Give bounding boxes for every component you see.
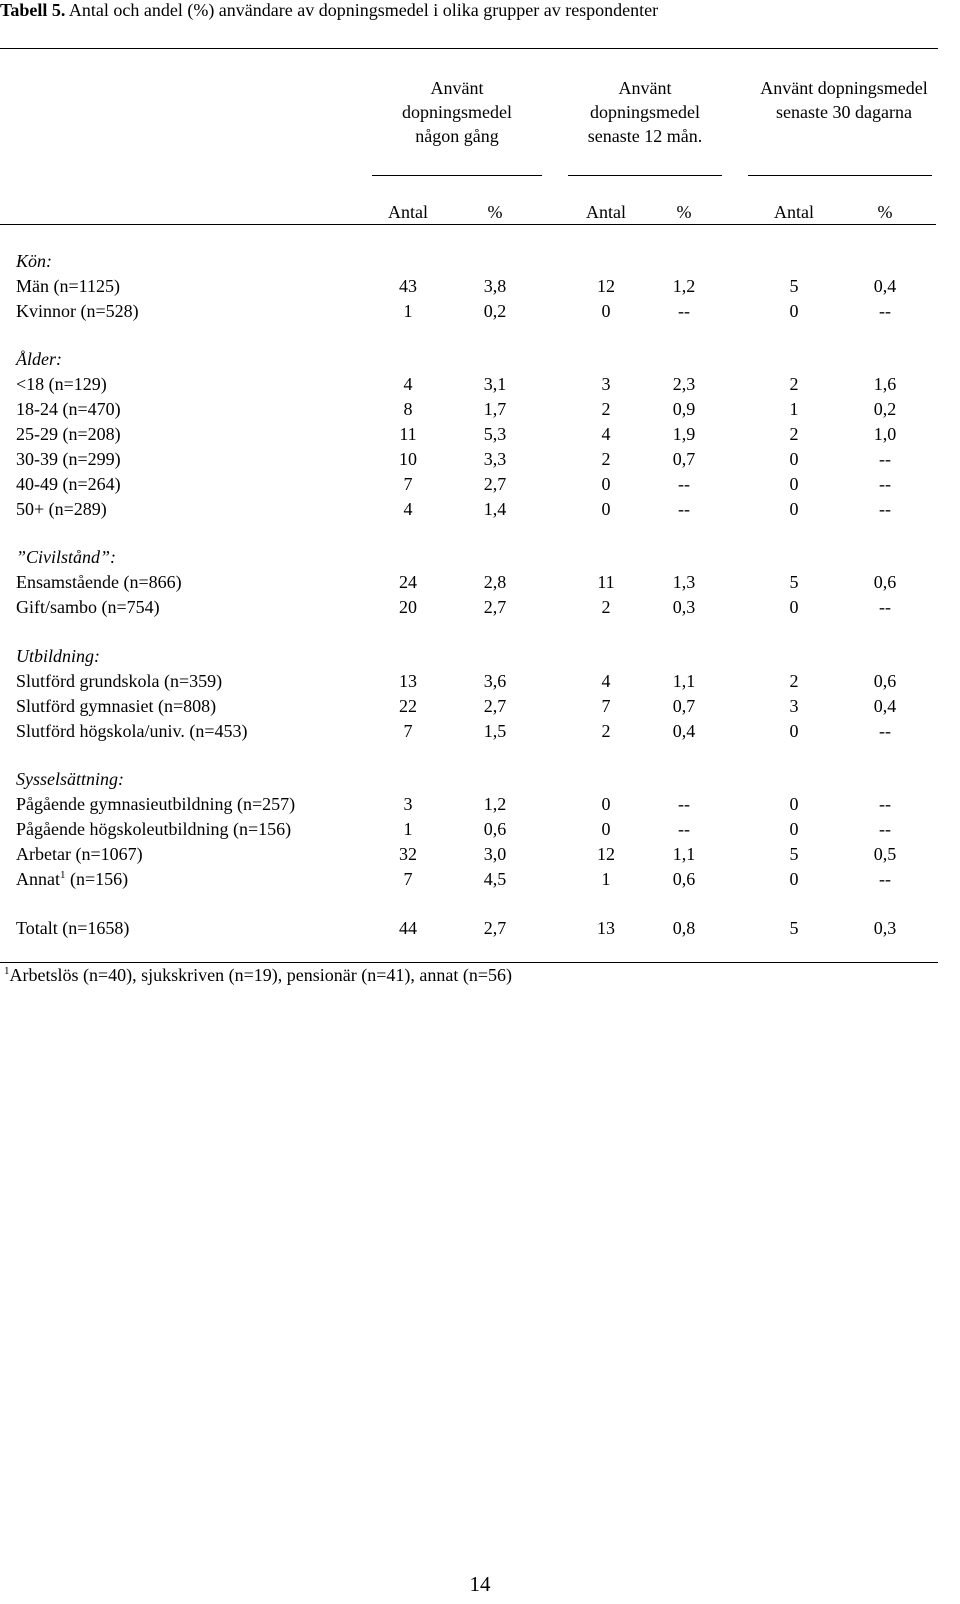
- cell-antal-30d: 1: [789, 399, 799, 419]
- cell-antal-30d: 0: [789, 474, 799, 494]
- row-label: Kvinnor (n=528): [16, 301, 139, 321]
- cell-percent-30d: --: [879, 301, 891, 321]
- cell-antal-30d: 0: [789, 869, 799, 889]
- subheader-antal-3: Antal: [774, 202, 814, 222]
- cell-percent-12m: 0,7: [672, 696, 696, 716]
- row-label: Slutförd högskola/univ. (n=453): [16, 721, 248, 741]
- cell-antal-ever: 11: [399, 424, 417, 444]
- cell-antal-30d: 0: [789, 449, 799, 469]
- cell-percent-ever: 2,7: [483, 696, 507, 716]
- cell-percent-30d: --: [879, 499, 891, 519]
- group-heading-sysselsattning: [0, 767, 960, 792]
- page-number: 14: [469, 1572, 491, 1596]
- cell-percent-ever: 2,8: [483, 572, 507, 592]
- column-header-30-days: Använt dopningsmedel senaste 30 dagarna: [760, 78, 928, 122]
- cell-percent-ever: 4,5: [483, 869, 507, 889]
- cell-percent-ever: 1,7: [483, 399, 507, 419]
- cell-percent-ever: 1,2: [483, 794, 507, 814]
- cell-percent-12m: --: [678, 794, 690, 814]
- cell-antal-ever: 8: [403, 399, 413, 419]
- cell-antal-ever: 7: [403, 474, 413, 494]
- cell-percent-30d: --: [879, 474, 891, 494]
- cell-antal-ever: 13: [399, 671, 417, 691]
- cell-percent-12m: --: [678, 474, 690, 494]
- row-label: 40-49 (n=264): [16, 474, 121, 494]
- cell-percent-ever: 1,5: [483, 721, 507, 741]
- cell-percent-ever: 2,7: [483, 918, 507, 938]
- row-label: Män (n=1125): [16, 276, 120, 296]
- cell-percent-30d: 0,4: [873, 276, 897, 296]
- table-row: [0, 669, 960, 694]
- table-row: [0, 570, 960, 595]
- table-title: [0, 0, 658, 21]
- cell-antal-30d: 2: [789, 671, 799, 691]
- cell-antal-ever: 1: [403, 301, 413, 321]
- row-label: Gift/sambo (n=754): [16, 597, 160, 617]
- cell-antal-30d: 5: [789, 844, 799, 864]
- column-header-ever-underline: [372, 175, 542, 176]
- cell-antal-30d: 5: [789, 572, 799, 592]
- table-row: [0, 299, 960, 324]
- row-label: 25-29 (n=208): [16, 424, 121, 444]
- column-header-12-months: Använt dopningsmedel senaste 12 mån.: [587, 78, 703, 146]
- cell-antal-30d: 3: [789, 696, 799, 716]
- cell-percent-30d: 1,6: [873, 374, 897, 394]
- cell-percent-30d: --: [879, 819, 891, 839]
- cell-antal-12m: 0: [601, 794, 611, 814]
- group-heading-alder: [0, 347, 960, 372]
- table-row: [0, 842, 960, 867]
- cell-percent-12m: --: [678, 819, 690, 839]
- row-label: Pågående gymnasieutbildning (n=257): [16, 794, 296, 814]
- cell-percent-ever: 5,3: [483, 424, 507, 444]
- cell-antal-ever: 32: [399, 844, 417, 864]
- cell-antal-30d: 0: [789, 794, 799, 814]
- cell-percent-30d: 0,3: [873, 918, 897, 938]
- cell-percent-30d: 0,6: [873, 572, 897, 592]
- row-label: Pågående högskoleutbildning (n=156): [16, 819, 292, 839]
- cell-antal-12m: 1: [601, 869, 611, 889]
- cell-percent-12m: --: [678, 499, 690, 519]
- subheader-percent-2: %: [676, 202, 692, 222]
- row-label-text: Annat: [16, 869, 60, 889]
- cell-antal-ever: 4: [403, 374, 413, 394]
- group-heading-label: ”Civilstånd”:: [16, 547, 117, 567]
- group-heading-label: Ålder:: [16, 349, 62, 369]
- cell-percent-12m: 0,4: [672, 721, 696, 741]
- footnote: [4, 965, 512, 986]
- cell-antal-12m: 0: [601, 301, 611, 321]
- cell-antal-12m: 0: [601, 474, 611, 494]
- row-label: [16, 867, 128, 892]
- cell-antal-30d: 5: [789, 276, 799, 296]
- column-header-12-months-underline: [568, 175, 722, 176]
- table-row: [0, 472, 960, 497]
- group-heading-label: Utbildning:: [16, 646, 100, 666]
- cell-antal-12m: 0: [601, 499, 611, 519]
- cell-antal-ever: 44: [399, 918, 417, 938]
- total-row: [0, 916, 960, 941]
- cell-percent-30d: 0,4: [873, 696, 897, 716]
- cell-percent-12m: 1,3: [672, 572, 696, 592]
- cell-antal-12m: 2: [601, 721, 611, 741]
- table-row: [0, 422, 960, 447]
- table-row: [0, 447, 960, 472]
- top-rule: [0, 48, 938, 49]
- table-row: [0, 372, 960, 397]
- table-row: [0, 817, 960, 842]
- table-title-text: Antal och andel (%) användare av dopningsmedel i olika grupper av respondenter: [65, 0, 659, 20]
- cell-antal-30d: 5: [789, 918, 799, 938]
- cell-percent-12m: 0,7: [672, 449, 696, 469]
- row-label: <18 (n=129): [16, 374, 107, 394]
- group-heading-kon: [0, 249, 960, 274]
- cell-percent-30d: --: [879, 449, 891, 469]
- group-heading-utbildning: [0, 644, 960, 669]
- cell-percent-12m: --: [678, 301, 690, 321]
- cell-antal-30d: 0: [789, 597, 799, 617]
- cell-antal-ever: 10: [399, 449, 417, 469]
- cell-antal-ever: 7: [403, 721, 413, 741]
- cell-antal-30d: 2: [789, 424, 799, 444]
- cell-antal-ever: 7: [403, 869, 413, 889]
- cell-antal-30d: 0: [789, 499, 799, 519]
- cell-percent-12m: 0,8: [672, 918, 696, 938]
- footnote-marker: 1: [60, 869, 66, 881]
- cell-percent-ever: 3,1: [483, 374, 507, 394]
- bottom-rule: [0, 962, 938, 963]
- footnote-text: Arbetslös (n=40), sjukskriven (n=19), pensionär (n=41), annat (n=56): [9, 965, 513, 985]
- row-label: Slutförd grundskola (n=359): [16, 671, 223, 691]
- row-label-rest: (n=156): [65, 869, 129, 889]
- table-row: [0, 595, 960, 620]
- row-label: 18-24 (n=470): [16, 399, 121, 419]
- cell-percent-ever: 3,3: [483, 449, 507, 469]
- table-row: [0, 397, 960, 422]
- column-header-30-days-underline: [748, 175, 932, 176]
- cell-antal-ever: 22: [399, 696, 417, 716]
- cell-percent-ever: 1,4: [483, 499, 507, 519]
- cell-percent-ever: 3,6: [483, 671, 507, 691]
- cell-antal-30d: 0: [789, 819, 799, 839]
- cell-antal-12m: 11: [597, 572, 615, 592]
- cell-percent-30d: 1,0: [873, 424, 897, 444]
- row-label: Arbetar (n=1067): [16, 844, 143, 864]
- cell-antal-12m: 0: [601, 819, 611, 839]
- cell-antal-12m: 2: [601, 449, 611, 469]
- row-label: Ensamstående (n=866): [16, 572, 182, 592]
- cell-percent-12m: 1,1: [672, 844, 696, 864]
- cell-percent-12m: 0,6: [672, 869, 696, 889]
- subheader-percent-1: %: [487, 202, 503, 222]
- footnote-marker: 1: [4, 965, 10, 977]
- subheader-antal-1: Antal: [388, 202, 428, 222]
- cell-percent-30d: --: [879, 794, 891, 814]
- group-heading-label: Kön:: [16, 251, 52, 271]
- cell-antal-30d: 0: [789, 301, 799, 321]
- subheader-percent-3: %: [877, 202, 893, 222]
- row-label: 50+ (n=289): [16, 499, 107, 519]
- cell-antal-ever: 4: [403, 499, 413, 519]
- cell-percent-ever: 3,0: [483, 844, 507, 864]
- cell-percent-ever: 0,6: [483, 819, 507, 839]
- cell-antal-ever: 43: [399, 276, 417, 296]
- row-label: Slutförd gymnasiet (n=808): [16, 696, 217, 716]
- subheader-antal-2: Antal: [586, 202, 626, 222]
- cell-antal-12m: 4: [601, 424, 611, 444]
- cell-percent-12m: 1,1: [672, 671, 696, 691]
- cell-percent-30d: --: [879, 869, 891, 889]
- cell-percent-30d: 0,6: [873, 671, 897, 691]
- table-row: [0, 274, 960, 299]
- cell-percent-12m: 0,9: [672, 399, 696, 419]
- table-row: [0, 792, 960, 817]
- cell-percent-30d: --: [879, 721, 891, 741]
- table-row: [0, 497, 960, 522]
- group-heading-civilstand: [0, 545, 960, 570]
- cell-antal-12m: 13: [597, 918, 615, 938]
- cell-percent-ever: 2,7: [483, 597, 507, 617]
- group-heading-label: Sysselsättning:: [16, 769, 124, 789]
- row-label: Totalt (n=1658): [16, 918, 130, 938]
- cell-antal-ever: 24: [399, 572, 417, 592]
- cell-percent-ever: 0,2: [483, 301, 507, 321]
- cell-antal-ever: 20: [399, 597, 417, 617]
- cell-antal-12m: 2: [601, 399, 611, 419]
- cell-percent-ever: 2,7: [483, 474, 507, 494]
- cell-percent-30d: 0,5: [873, 844, 897, 864]
- table-row: [0, 867, 960, 892]
- column-header-ever: Använt dopningsmedel någon gång: [402, 78, 512, 146]
- cell-antal-12m: 12: [597, 276, 615, 296]
- cell-antal-30d: 0: [789, 721, 799, 741]
- cell-antal-ever: 1: [403, 819, 413, 839]
- cell-percent-30d: 0,2: [873, 399, 897, 419]
- cell-antal-12m: 4: [601, 671, 611, 691]
- table-row: [0, 694, 960, 719]
- cell-percent-12m: 0,3: [672, 597, 696, 617]
- cell-antal-12m: 12: [597, 844, 615, 864]
- cell-antal-ever: 3: [403, 794, 413, 814]
- cell-antal-12m: 7: [601, 696, 611, 716]
- cell-percent-12m: 1,2: [672, 276, 696, 296]
- subheader-rule: [0, 224, 936, 225]
- cell-percent-30d: --: [879, 597, 891, 617]
- cell-antal-12m: 2: [601, 597, 611, 617]
- table-title-label: Tabell 5.: [0, 0, 66, 20]
- row-label: 30-39 (n=299): [16, 449, 121, 469]
- table-row: [0, 719, 960, 744]
- cell-antal-30d: 2: [789, 374, 799, 394]
- cell-percent-12m: 2,3: [672, 374, 696, 394]
- cell-antal-12m: 3: [601, 374, 611, 394]
- cell-percent-12m: 1,9: [672, 424, 696, 444]
- cell-percent-ever: 3,8: [483, 276, 507, 296]
